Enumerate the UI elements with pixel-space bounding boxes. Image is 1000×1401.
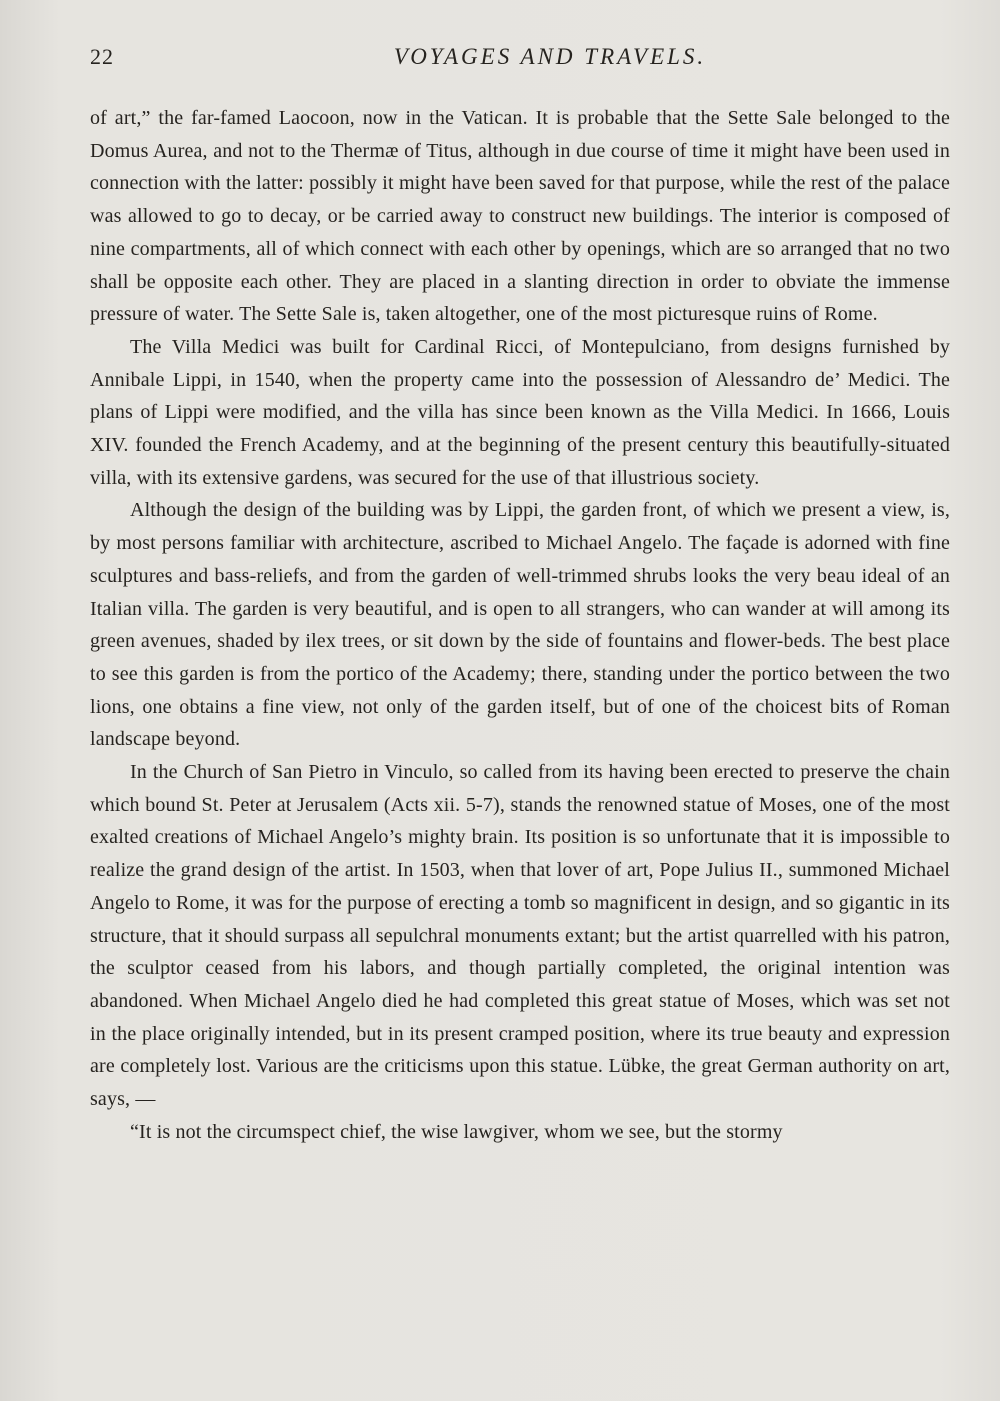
paragraph-villa-medici: The Villa Medici was built for Cardinal Ricci, of Montepulciano, from designs furnished by Annibale Lippi, in 1540, when the property came into the possession of Alessandro de’ Medici. The plans of Lippi were modified, and the villa has since been known as the Villa Medici. In 1666, Louis XIV. founded the French Academy, and at the beginning of the present century this beautifully-situated villa, with its extensive gardens, was secured for the use of that illustrious society. — [90, 335, 950, 489]
page-header — [90, 44, 950, 84]
paragraph-san-pietro: In the Church of San Pietro in Vinculo, so called from its having been erected to preserve the chain which bound St. Peter at Jerusalem (Acts xii. 5-7), stands the renowned statue of Moses, one of the most exalted creations of Michael Angelo’s mighty brain. Its position is so unfortunate that it is impossible to realize the grand design of the artist. In 1503, when that lover of art, Pope Julius II., summoned Michael Angelo to Rome, it was for the purpose of erecting a tomb so magnificent in design, and so gigantic in its structure, that it should surpass all sepulchral monuments extant; but the artist quarrelled with his patron, the sculptor ceased from his labors, and though partially completed, the original intention was abandoned. When Michael Angelo died he had completed this great statue of Moses, which was set not in the place originally intended, but in its present cramped position, where its true beauty and expression are completely lost. Various are the criticisms upon this statue. Lübke, the great German authority on art, says, — — [90, 761, 950, 1111]
paragraph-sette-sale: of art,” the far-famed Laocoon, now in the Vatican. It is probable that the Sette Sale belonged to the Domus Aurea, and not to the Thermæ of Titus, although in due course of time it might have been used in connection with the latter: possibly it might have been saved for that purpose, while the rest of the palace was allowed to go to decay, or be carried away to construct new buildings. The interior is composed of nine compartments, all of which connect with each other by openings, which are so arranged that no two shall be opposite each other. They are placed in a slanting direction in order to obviate the immense pressure of water. The Sette Sale is, taken altogether, one of the most picturesque ruins of Rome. — [90, 107, 950, 326]
body-text — [90, 102, 950, 1149]
running-title: VOYAGES AND TRAVELS. — [393, 44, 707, 69]
paragraph-quote: “It is not the circumspect chief, the wise lawgiver, whom we see, but the stormy — [130, 1120, 783, 1143]
page-number: 22 — [90, 44, 114, 69]
paragraph-garden-front: Although the design of the building was by Lippi, the garden front, of which we present a view, is, by most persons familiar with architecture, ascribed to Michael Angelo. The façade is adorned with fine sculptures and bass-reliefs, and from the garden of well-trimmed shrubs looks the very beau ideal of an Italian villa. The garden is very beautiful, and is open to all strangers, who can wander at will among its green avenues, shaded by ilex trees, or sit down by the side of fountains and flower-beds. The best place to see this garden is from the portico of the Academy; there, standing under the portico between the two lions, one obtains a fine view, not only of the garden itself, but of one of the choicest bits of Roman landscape beyond. — [90, 499, 950, 751]
